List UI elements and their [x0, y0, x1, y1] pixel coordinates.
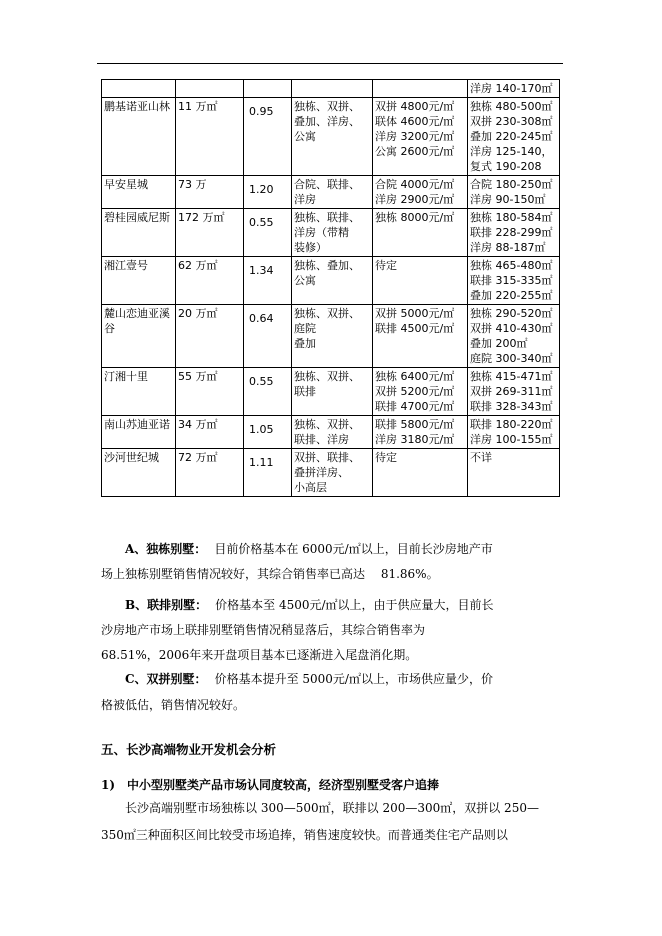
cell-text: 沙河世纪城 — [104, 451, 159, 464]
cell-line: 公寓 — [294, 274, 316, 287]
cell-text: 南山苏迪亚诺 — [104, 418, 170, 431]
paragraph-b-cont2: 68.51%，2006年来开盘项目基本已逐渐进入尾盘消化期。 — [101, 648, 418, 662]
cell-text: 0.55 — [249, 216, 274, 229]
sub-title: 1) 中小型别墅类产品市场认同度较高，经济型别墅受客户追捧 — [101, 778, 440, 792]
body-line-1: 长沙高端别墅市场独栋以 300—500㎡，联排以 200—300㎡，双拼以 250— — [125, 801, 539, 815]
cell-line: 洋房 140-170㎡ — [470, 82, 553, 95]
ratio-cell — [244, 305, 292, 368]
cell-line: 待定 — [375, 259, 397, 272]
types-cell — [292, 98, 373, 176]
cell-line: 联排 4700元/㎡ — [375, 400, 455, 413]
cell-text: 汀湘十里 — [104, 370, 148, 383]
cell-line: 合院 4000元/㎡ — [375, 178, 455, 191]
cell-line: 洋房（带精 — [294, 226, 349, 239]
cell-line: 联排 — [294, 385, 316, 398]
cell-line: 联体 4600元/㎡ — [375, 115, 455, 128]
cell-line: 公寓 2600元/㎡ — [375, 145, 455, 158]
cell-line: 联排 5800元/㎡ — [375, 418, 455, 431]
cell-line: 独栋、双拼、 — [294, 418, 360, 431]
types-cell — [292, 176, 373, 209]
cell-line: 双拼 230-308㎡ — [470, 115, 553, 128]
ratio-cell — [244, 98, 292, 176]
area-cell — [468, 416, 560, 449]
price-cell — [373, 98, 468, 176]
cell-line: 合院、联排、 — [294, 178, 360, 191]
cell-line: 庭院 — [294, 322, 316, 335]
cell-line: 双拼 5200元/㎡ — [375, 385, 455, 398]
cell-text: 麓山恋迪亚溪谷 — [104, 307, 170, 335]
cell-line: 双拼 269-311㎡ — [470, 385, 553, 398]
area-cell — [468, 305, 560, 368]
types-cell — [292, 257, 373, 305]
area-cell — [468, 368, 560, 416]
cell-line: 双拼、联排、 — [294, 451, 360, 464]
cell-text: 1.20 — [249, 183, 274, 196]
size-cell — [176, 449, 244, 497]
ratio-cell — [244, 416, 292, 449]
cell-text: 73 万 — [178, 178, 207, 191]
area-cell — [468, 176, 560, 209]
cell-line: 洋房 — [294, 193, 316, 206]
project-name-cell — [102, 305, 176, 368]
label-c: C、双拼别墅： — [125, 672, 207, 686]
table-row — [102, 80, 560, 98]
paragraph-a: A、独栋别墅： 目前价格基本在 6000元/㎡以上，目前长沙房地产市 — [125, 542, 493, 556]
cell-line: 双拼 5000元/㎡ — [375, 307, 455, 320]
table-row — [102, 449, 560, 497]
cell-line: 联排 4500元/㎡ — [375, 322, 455, 335]
size-cell — [176, 416, 244, 449]
paragraph-b: B、联排别墅： 价格基本至 4500元/㎡以上，由于供应量大，目前长 — [125, 598, 494, 612]
cell-line: 洋房 88-187㎡ — [470, 241, 546, 254]
size-cell — [176, 209, 244, 257]
cell-line: 独栋、双拼、 — [294, 370, 360, 383]
cell-line: 联排、洋房 — [294, 433, 349, 446]
types-cell — [292, 209, 373, 257]
cell-text: 0.95 — [249, 105, 274, 118]
types-cell — [292, 449, 373, 497]
cell-text: 早安星城 — [104, 178, 148, 191]
cell-text: 55 万㎡ — [178, 370, 218, 383]
paragraph-a-cont: 场上独栋别墅销售情况较好，其综合销售率已高达 81.86%。 — [101, 567, 439, 581]
cell-text: 72 万㎡ — [178, 451, 218, 464]
area-cell — [468, 257, 560, 305]
cell-text: 1.11 — [249, 456, 274, 469]
cell-text: 湘江壹号 — [104, 259, 148, 272]
project-name-cell — [102, 209, 176, 257]
cell-line: 叠拼洋房、 — [294, 466, 349, 479]
cell-line: 叠加 220-255㎡ — [470, 289, 553, 302]
project-name-cell — [102, 416, 176, 449]
cell-line: 洋房 2900元/㎡ — [375, 193, 455, 206]
label-b: B、联排别墅： — [125, 598, 208, 612]
cell-text: 0.55 — [249, 375, 274, 388]
cell-line: 叠加 220-245㎡ — [470, 130, 553, 143]
cell-line: 独栋 180-584㎡ — [470, 211, 553, 224]
cell-line: 洋房 90-150㎡ — [470, 193, 546, 206]
cell-line: 叠加 — [294, 337, 316, 350]
cell-text: 172 万㎡ — [178, 211, 225, 224]
table-row — [102, 416, 560, 449]
ratio-cell — [244, 368, 292, 416]
cell-line: 联排 228-299㎡ — [470, 226, 553, 239]
project-name-cell — [102, 176, 176, 209]
table-row — [102, 209, 560, 257]
villa-projects-table — [101, 79, 560, 497]
ratio-cell — [244, 449, 292, 497]
cell-text: 11 万㎡ — [178, 100, 218, 113]
cell-line: 双拼 4800元/㎡ — [375, 100, 455, 113]
cell-line: 独栋 480-500㎡ — [470, 100, 553, 113]
cell-line: 叠加、洋房、 — [294, 115, 360, 128]
ratio-cell — [244, 209, 292, 257]
cell-line: 装修） — [294, 241, 327, 254]
cell-text: 0.64 — [249, 312, 274, 325]
types-cell — [292, 416, 373, 449]
cell-line: 合院 180-250㎡ — [470, 178, 553, 191]
cell-text: 碧桂园威尼斯 — [104, 211, 170, 224]
cell-line: 待定 — [375, 451, 397, 464]
project-name-cell — [102, 449, 176, 497]
project-name-cell — [102, 368, 176, 416]
table-row — [102, 305, 560, 368]
cell-line: 独栋 8000元/㎡ — [375, 211, 455, 224]
price-cell — [373, 449, 468, 497]
paragraph-b-cont: 沙房地产市场上联排别墅销售情况稍显落后，其综合销售率为 — [101, 623, 426, 637]
cell-line: 洋房 3180元/㎡ — [375, 433, 455, 446]
cell-line: 独栋 6400元/㎡ — [375, 370, 455, 383]
cell-line: 双拼 410-430㎡ — [470, 322, 553, 335]
area-cell — [468, 98, 560, 176]
table-row — [102, 98, 560, 176]
types-cell — [292, 305, 373, 368]
cell-line: 公寓 — [294, 130, 316, 143]
size-cell — [176, 257, 244, 305]
header-rule — [97, 63, 563, 64]
cell-line: 不详 — [470, 451, 492, 464]
paragraph-c: C、双拼别墅： 价格基本提升至 5000元/㎡以上，市场供应量少，价 — [125, 672, 493, 686]
cell-text: 1.34 — [249, 264, 274, 277]
table-row — [102, 368, 560, 416]
cell-line: 独栋、联排、 — [294, 211, 360, 224]
table-row — [102, 176, 560, 209]
cell-line: 独栋、双拼、 — [294, 100, 360, 113]
body-line-2: 350㎡三种面积区间比较受市场追捧，销售速度较快。而普通类住宅产品则以 — [101, 828, 508, 842]
area-cell — [468, 80, 560, 98]
ratio-cell — [244, 257, 292, 305]
price-cell — [373, 257, 468, 305]
size-cell — [176, 98, 244, 176]
price-cell — [373, 305, 468, 368]
cell-line: 独栋 465-480㎡ — [470, 259, 553, 272]
cell-line: 独栋 290-520㎡ — [470, 307, 553, 320]
cell-line: 联排 315-335㎡ — [470, 274, 553, 287]
paragraph-c-cont: 格被低估，销售情况较好。 — [101, 698, 246, 712]
cell-line: 小高层 — [294, 481, 327, 494]
section-title: 五、长沙高端物业开发机会分析 — [101, 742, 277, 757]
project-name-cell — [102, 257, 176, 305]
cell-line: 联排 180-220㎡ — [470, 418, 553, 431]
label-a: A、独栋别墅： — [125, 542, 207, 556]
cell-line: 洋房 3200元/㎡ — [375, 130, 455, 143]
cell-text: 34 万㎡ — [178, 418, 218, 431]
cell-text: 1.05 — [249, 423, 274, 436]
table-row — [102, 257, 560, 305]
types-cell — [292, 368, 373, 416]
ratio-cell — [244, 176, 292, 209]
area-cell — [468, 209, 560, 257]
cell-line: 独栋 415-471㎡ — [470, 370, 553, 383]
price-cell — [373, 176, 468, 209]
cell-line: 独栋、叠加、 — [294, 259, 360, 272]
area-cell — [468, 449, 560, 497]
cell-text: 20 万㎡ — [178, 307, 218, 320]
cell-line: 复式 190-208 — [470, 160, 542, 173]
price-cell — [373, 209, 468, 257]
cell-line: 庭院 300-340㎡ — [470, 352, 553, 365]
price-cell — [373, 416, 468, 449]
project-name-cell — [102, 98, 176, 176]
size-cell — [176, 176, 244, 209]
cell-line: 独栋、双拼、 — [294, 307, 360, 320]
cell-line: 洋房 100-155㎡ — [470, 433, 553, 446]
price-cell — [373, 368, 468, 416]
cell-text: 62 万㎡ — [178, 259, 218, 272]
cell-line: 联排 328-343㎡ — [470, 400, 553, 413]
cell-line: 叠加 200㎡ — [470, 337, 528, 350]
size-cell — [176, 368, 244, 416]
size-cell — [176, 305, 244, 368]
cell-text: 鹏基诺亚山林 — [104, 100, 170, 113]
cell-line: 洋房 125-140， — [470, 145, 553, 158]
